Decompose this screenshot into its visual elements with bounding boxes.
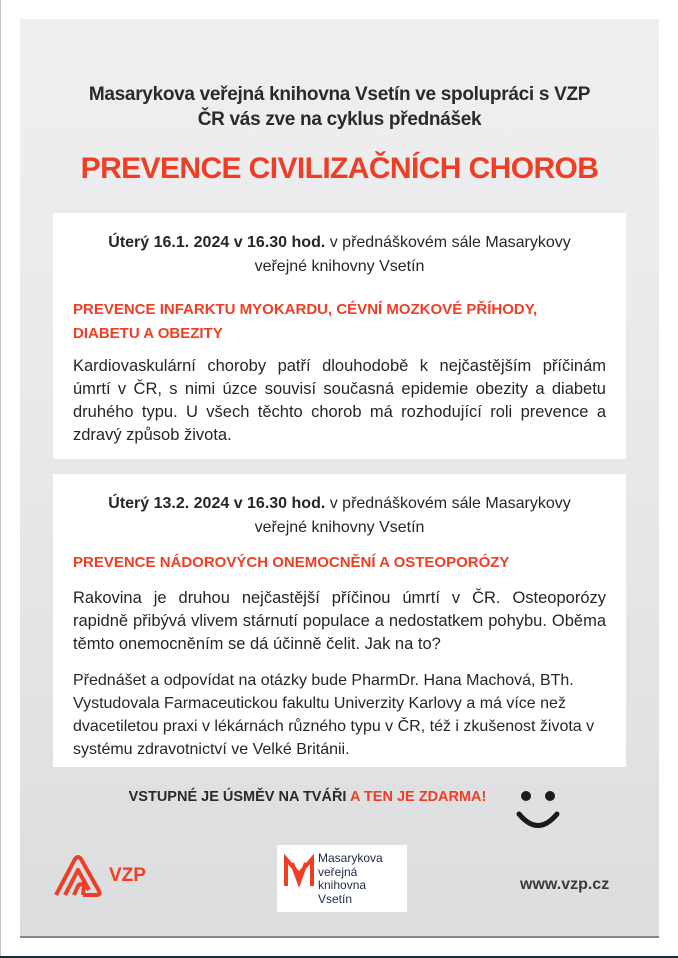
library-logo bbox=[277, 845, 407, 912]
smiley-right-eye bbox=[545, 791, 555, 801]
library-logo-line-4: Vsetín bbox=[318, 891, 353, 906]
library-logo-line-2: veřejná bbox=[318, 864, 358, 879]
lecture-1-description: Kardiovaskulární choroby patří dlouhodobě k nejčastějším příčinám úmrtí v ČR, s nimi úzce souvisí současná epidemie obezity a diabetu druhého typu. U všech těchto chorob má rozhodující roli prevence a zdravý způsob života. bbox=[73, 357, 606, 444]
library-logo-line-1: Masarykova bbox=[318, 851, 383, 865]
lecture-2-place-1: v přednáškovém sále Masarykovy bbox=[329, 495, 571, 512]
lecture-card-1 bbox=[53, 213, 626, 459]
tagline-dark: VSTUPNÉ JE ÚSMĚV NA TVÁŘI bbox=[128, 789, 347, 805]
smiley-face-icon bbox=[514, 787, 562, 835]
lecture-1-topic: PREVENCE INFARKTU MYOKARDU, CÉVNÍ MOZKOVÉ PŘÍHODY, DIABETU A OBEZITY bbox=[73, 301, 538, 342]
vzp-logo bbox=[53, 854, 153, 898]
vzp-logo-text: VZP bbox=[109, 865, 146, 886]
smiley-left-eye bbox=[521, 791, 531, 801]
intro-line-1: Masarykova veřejná knihovna Vsetín ve spolupráci s VZP bbox=[88, 84, 591, 105]
library-logo-icon bbox=[283, 854, 315, 888]
lecture-2-date: Úterý 13.2. 2024 v 16.30 hod. bbox=[108, 495, 326, 512]
lecture-2-description: Rakovina je druhou nejčastější příčinou úmrtí v ČR. Osteoporózy rapidně přibývá vlivem stárnutí populace a nedostatkem pohybu. Oběma těmto onemocněním se dá účinně čelit. Jak na to? bbox=[73, 589, 606, 653]
tagline bbox=[20, 789, 595, 805]
lecture-1-date: Úterý 16.1. 2024 v 16.30 hod. bbox=[108, 234, 326, 251]
lecture-card-2 bbox=[53, 474, 626, 767]
intro-line-2: ČR vás zve na cyklus přednášek bbox=[197, 109, 482, 130]
lecture-2-when bbox=[53, 492, 626, 540]
library-logo-text bbox=[318, 852, 383, 906]
tagline-red: A TEN JE ZDARMA! bbox=[349, 789, 487, 805]
lecture-1-when bbox=[53, 231, 626, 279]
lecture-2-place-2: veřejné knihovny Vsetín bbox=[254, 519, 425, 536]
lecture-1-place-1: v přednáškovém sále Masarykovy bbox=[329, 234, 571, 251]
smiley-mouth bbox=[519, 814, 557, 826]
lecture-1-place-2: veřejné knihovny Vsetín bbox=[254, 258, 425, 275]
headline: PREVENCE CIVILIZAČNÍCH CHOROB bbox=[80, 152, 599, 185]
lecture-2-topic: PREVENCE NÁDOROVÝCH ONEMOCNĚNÍ A OSTEOPORÓZY bbox=[73, 554, 510, 571]
library-logo-line-3: knihovna bbox=[318, 878, 367, 892]
page-edge-left bbox=[0, 0, 1, 958]
vzp-logo-icon bbox=[53, 854, 103, 898]
lecture-2-speaker: Přednášet a odpovídat na otázky bude PharmDr. Hana Machová, BTh. Vystudovala Farmaceutickou fakultu Univerzity Karlovy a má více než dvacetiletou praxi v lékárnách různého typu v ČR, též i zkušenost života v systému zdravotnictví ve Velké Británii. bbox=[73, 672, 595, 758]
poster bbox=[20, 19, 659, 938]
intro-text bbox=[20, 82, 659, 132]
website-link[interactable]: www.vzp.cz bbox=[520, 876, 610, 893]
